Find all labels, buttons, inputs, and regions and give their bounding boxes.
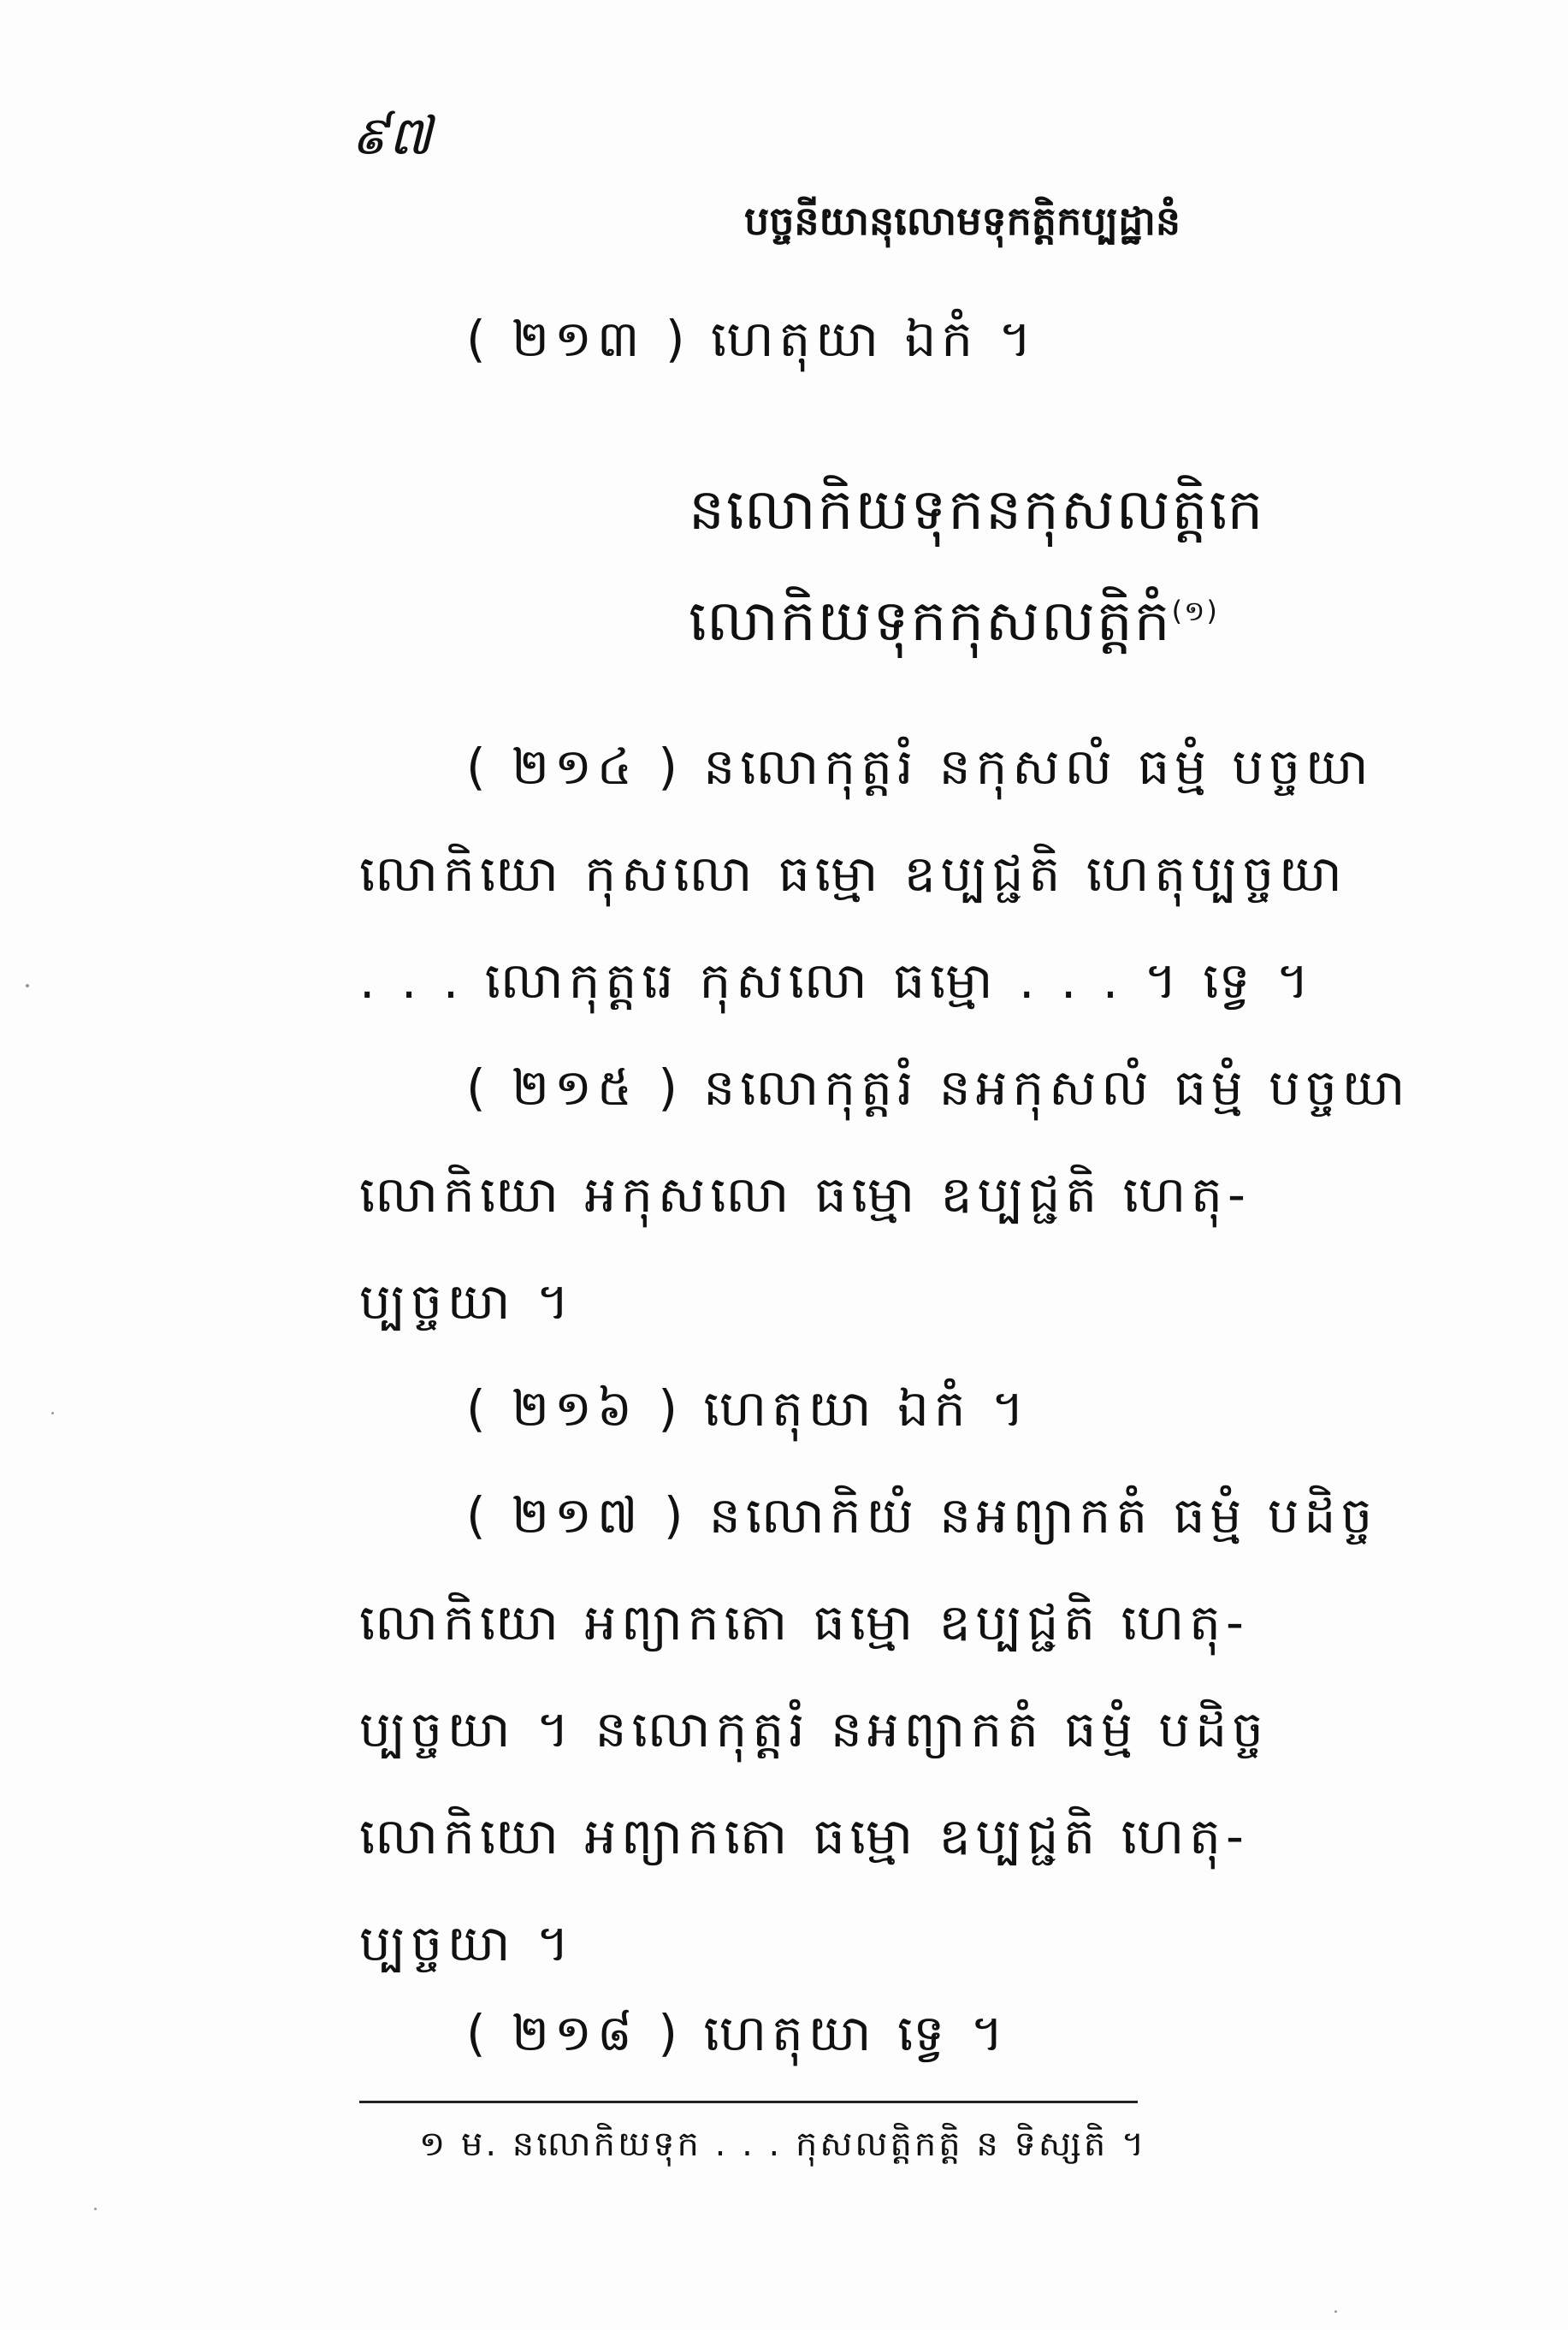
paragraph-line: លោកិយោ អព្យាកតោ ធម្មោ ឧប្បជ្ជតិ ហេតុ-: [359, 1593, 1249, 1651]
page-number: ៩៧: [351, 104, 432, 167]
scan-speck: [1334, 2310, 1337, 2313]
paragraph-line: ( ២១៨ ) ហេតុយា ទ្វេ ។: [466, 2004, 1009, 2062]
footnote: ១ ម. នលោកិយទុក . . . កុសលត្តិកត្តិ ន ទិស្សតិ ។: [419, 2125, 1147, 2164]
paragraph-line: លោកិយោ កុសលោ ធម្មោ ឧប្បជ្ជតិ ហេតុប្បច្ចយា: [359, 845, 1347, 903]
scan-speck: [26, 984, 29, 987]
paragraph-line: ( ២១៤ ) នលោកុត្តរំ នកុសលំ ធម្មំ បច្ចយា: [466, 738, 1374, 796]
paragraph-line: ( ២១៦ ) ហេតុយា ឯកំ ។: [466, 1379, 1030, 1438]
paragraph-line: ( ២១៥ ) នលោកុត្តរំ នអកុសលំ ធម្មំ បច្ចយា: [466, 1058, 1411, 1117]
footnote-divider: [359, 2101, 1138, 2103]
paragraph-line: លោកិយោ អកុសលោ ធម្មោ ឧប្បជ្ជតិ ហេតុ-: [359, 1165, 1251, 1224]
paragraph-line: ( ២១៧ ) នលោកិយំ នអព្យាកតំ ធម្មំ បដិច្ច: [466, 1486, 1378, 1544]
scan-speck: [94, 2208, 97, 2210]
running-header: បច្ចនីយានុលោមទុកត្តិកប្បដ្ឋានំ: [744, 198, 1181, 244]
paragraph-line: ប្បច្ចយា ។: [359, 1914, 575, 1972]
section-heading: ( ២១៣ ) ហេតុយា ឯកំ ។: [466, 310, 1037, 368]
title-line-2-text: លោកិយទុកកុសលត្តិកំ: [689, 588, 1172, 654]
title-line-1: នលោកិយទុកនកុសលត្តិកេ: [689, 477, 1265, 542]
title-footnote-mark: (១): [1171, 595, 1219, 627]
scan-speck: [51, 1412, 54, 1414]
title-line-2: [689, 586, 1219, 668]
paragraph-line: លោកិយោ អព្យាកតោ ធម្មោ ឧប្បជ្ជតិ ហេតុ-: [359, 1807, 1249, 1865]
paragraph-line: ប្បច្ចយា ។ នលោកុត្តរំ នអព្យាកតំ ធម្មំ បដិច្ច: [359, 1700, 1269, 1758]
paragraph-line: . . . លោកុត្តរេ កុសលោ ធម្មោ . . . ។ ទ្វេ ។: [359, 952, 1315, 1010]
paragraph-line: ប្បច្ចយា ។: [359, 1272, 575, 1331]
